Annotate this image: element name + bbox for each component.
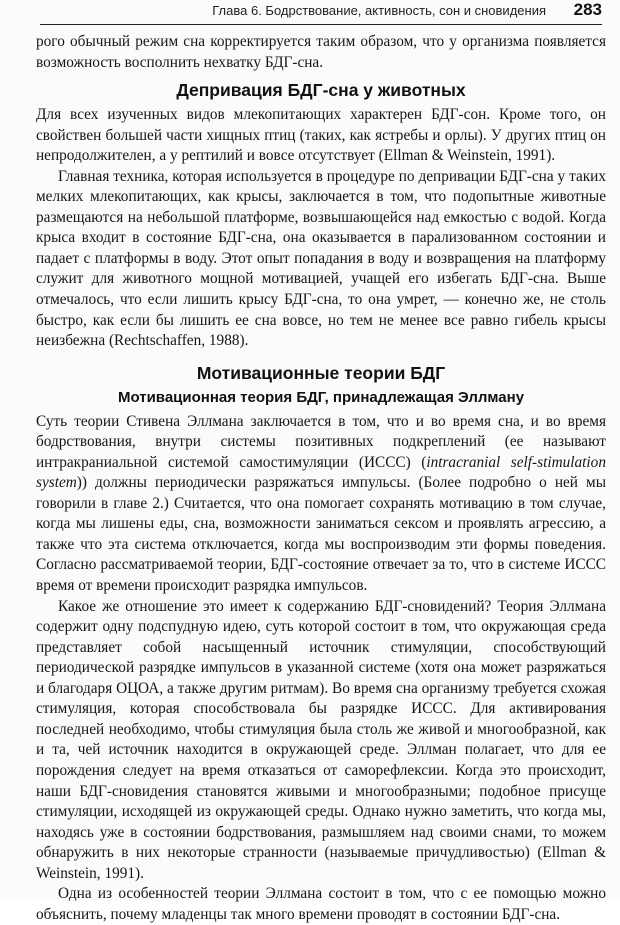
subsection-heading-ellman: Мотивационная теория БДГ, принадлежащая Эллману (117, 388, 525, 406)
running-title: Глава 6. Бодрствование, активность, сон и сновидения (212, 3, 546, 18)
page-number: 283 (573, 0, 602, 19)
continuation-paragraph: рого обычный режим сна корректируется таким образом, что у организма появляется возможность восполнить нехватку БДГ-сна. (36, 33, 606, 71)
paragraph: Главная техника, которая используется в процедуре по депривации БДГ-сна у таких мелких млекопитающих, как крысы, заключается в том, что подопытные животные размещаются на небольшой платформе, возвышающейся над емкостью с водой. Когда крыса входит в состояние БДГ-сна, она оказывается в парализованном состоянии и падает с платформы в воду. Этот опыт попадания в воду и возвращения на платформу служит для животного мощной мотивацией, учащей его избегать БДГ-сна. Выше отмечалось, что если лишить крысу БДГ-сна, то она умрет, — конечно же, не столь быстро, как если бы лишить ее сна вовсе, но тем не менее все равно гибель крысы неизбежна (Rechtschaffen, 1988). (36, 167, 606, 350)
paragraph: Для всех изученных видов млекопитающих характерен БДГ-сон. Кроме того, он свойствен большей части хищных птиц (таких, как ястребы и орлы). У других птиц он непродолжителен, а у рептилий и вовсе отсутствует (Ellman & Weinstein, 1991). (36, 106, 606, 165)
running-header (40, 0, 602, 25)
paragraph (36, 412, 606, 597)
paragraph: Какое же отношение это имеет к содержанию БДГ-сновидений? Теория Эллмана содержит одну подспудную идею, суть которой состоит в том, что окружающая среда представляет собой насыщенный источник стимуляции, способствующий периодической разрядке импульсов в указанной системе (хотя она может разряжаться и благодаря ОЦОА, а также другим ритмам). Во время сна организму требуется схожая стимуляция, которая способствовала бы разрядке ИССС. Для активирования последней необходимо, чтобы стимуляция была столь же живой и многообразной, как и та, чей источник находится в окружающей среде. Эллман полагает, что для ее порождения следует на время отказаться от саморефлексии. Когда это происходит, наши БДГ-сновидения становятся живыми и многообразными; подобное присуще стимуляции, исходящей из окружающей среды. Однако нужно заметить, что когда мы, находясь уже в состоянии бодрствования, размышляем над своими снами, то можем обнаружить в них некоторые странности (называемые причудливостью) (Ellman & Weinstein, 1991). (36, 597, 606, 882)
paragraph: Одна из особенностей теории Эллмана состоит в том, что с ее помощью можно объяснить, почему младенцы так много времени проводят в состоянии БДГ-сна. (36, 885, 606, 923)
section-heading-rem-deprivation: Депривация БДГ-сна у животных (176, 80, 466, 101)
paragraph-text: Суть теории Стивена Эллмана заключается в том, что и во время сна, и во время бодрствования, внутри системы позитивных подкреплений (ее называют интракраниальной системой самостимуляции (ИССС) ( (36, 412, 606, 471)
paragraph-text: )) должны периодически разряжаться импульсы. (Более подробно о ней мы говорили в главе 2.) Считается, что она помогает сохранять мотивацию в том случае, когда мы лишены еды, сна, возможности заниматься сексом и проявлять агрессию, а также что эта система отключается, когда мы воспроизводим эти формы поведения. Согласно рассматриваемой теории, БДГ-состояние отвечает за то, что в системе ИССС время от времени происходит разрядка импульсов. (36, 474, 606, 595)
section-heading-motivational-theories: Мотивационные теории БДГ (196, 362, 446, 383)
page-content (36, 32, 606, 925)
paragraph-italic-term: intracranial self-stimulation system (36, 453, 606, 492)
